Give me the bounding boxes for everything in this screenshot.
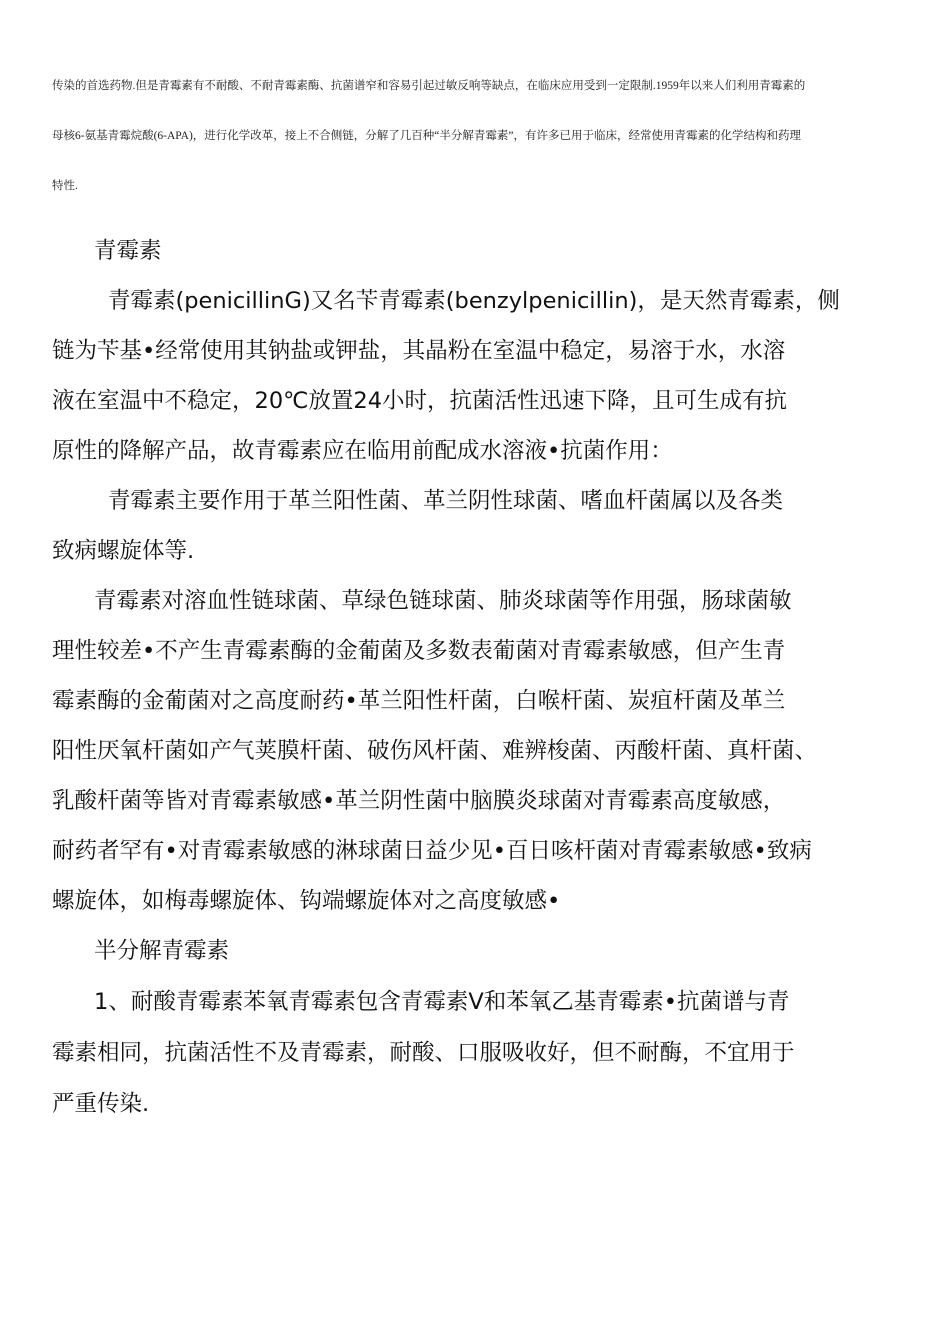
section-heading-semisynthetic-penicillin: 半分解青霉素 xyxy=(94,938,230,964)
paragraph-line: 青霉素对溶血性链球菌、草绿色链球菌、肺炎球菌等作用强，肠球菌敏 xyxy=(94,588,792,614)
paragraph-line: 乳酸杆菌等皆对青霉素敏感•革兰阴性菌中脑膜炎球菌对青霉素高度敏感， xyxy=(52,788,786,814)
paragraph-line: 1、耐酸青霉素苯氧青霉素包含青霉素V和苯氧乙基青霉素•抗菌谱与青 xyxy=(94,989,790,1015)
intro-line-3: 特性. xyxy=(52,180,78,192)
paragraph-line: 霉素相同，抗菌活性不及青霉素，耐酸、口服吸收好，但不耐酶，不宜用于 xyxy=(52,1040,795,1066)
paragraph-line: 青霉素主要作用于革兰阳性菌、革兰阴性球菌、嗜血杆菌属以及各类 xyxy=(108,488,784,514)
intro-line-1: 传染的首选药物.但是青霉素有不耐酸、不耐青霉素酶、抗菌谱窄和容易引起过敏反响等缺点，在临床应用受到一定限制.1959年以来人们利用青霉素的 xyxy=(52,80,806,92)
paragraph-line: 致病螺旋体等. xyxy=(52,538,195,564)
paragraph-line: 耐药者罕有•对青霉素敏感的淋球菌日益少见•百日咳杆菌对青霉素敏感•致病 xyxy=(52,838,812,864)
paragraph-line: 霉素酶的金葡菌对之高度耐药•革兰阳性杆菌，白喉杆菌、炭疽杆菌及革兰 xyxy=(52,688,786,714)
paragraph-line: 原性的降解产品，故青霉素应在临用前配成水溶液•抗菌作用： xyxy=(52,438,673,464)
paragraph-line: 螺旋体，如梅毒螺旋体、钩端螺旋体对之高度敏感• xyxy=(52,888,561,914)
paragraph-line: 青霉素(penicillinG)又名苄青霉素(benzylpenicillin)，是天然青霉素，侧 xyxy=(108,288,840,314)
intro-line-2: 母核6-氨基青霉烷酸(6-APA)，进行化学改革，接上不合侧链，分解了几百种“半分解青霉素”，有许多已用于临床，经常使用青霉素的化学结构和药理 xyxy=(52,130,801,142)
paragraph-line: 理性较差•不产生青霉素酶的金葡菌及多数表葡菌对青霉素敏感，但产生青 xyxy=(52,638,786,664)
section-heading-penicillin: 青霉素 xyxy=(94,238,162,264)
paragraph-line: 链为苄基•经常使用其钠盐或钾盐，其晶粉在室温中稳定，易溶于水，水溶 xyxy=(52,338,786,364)
paragraph-line: 严重传染. xyxy=(52,1091,150,1117)
paragraph-line: 液在室温中不稳定，20℃放置24小时，抗菌活性迅速下降，且可生成有抗 xyxy=(52,388,788,414)
paragraph-line: 阳性厌氧杆菌如产气荚膜杆菌、破伤风杆菌、难辨梭菌、丙酸杆菌、真杆菌、 xyxy=(52,738,818,764)
